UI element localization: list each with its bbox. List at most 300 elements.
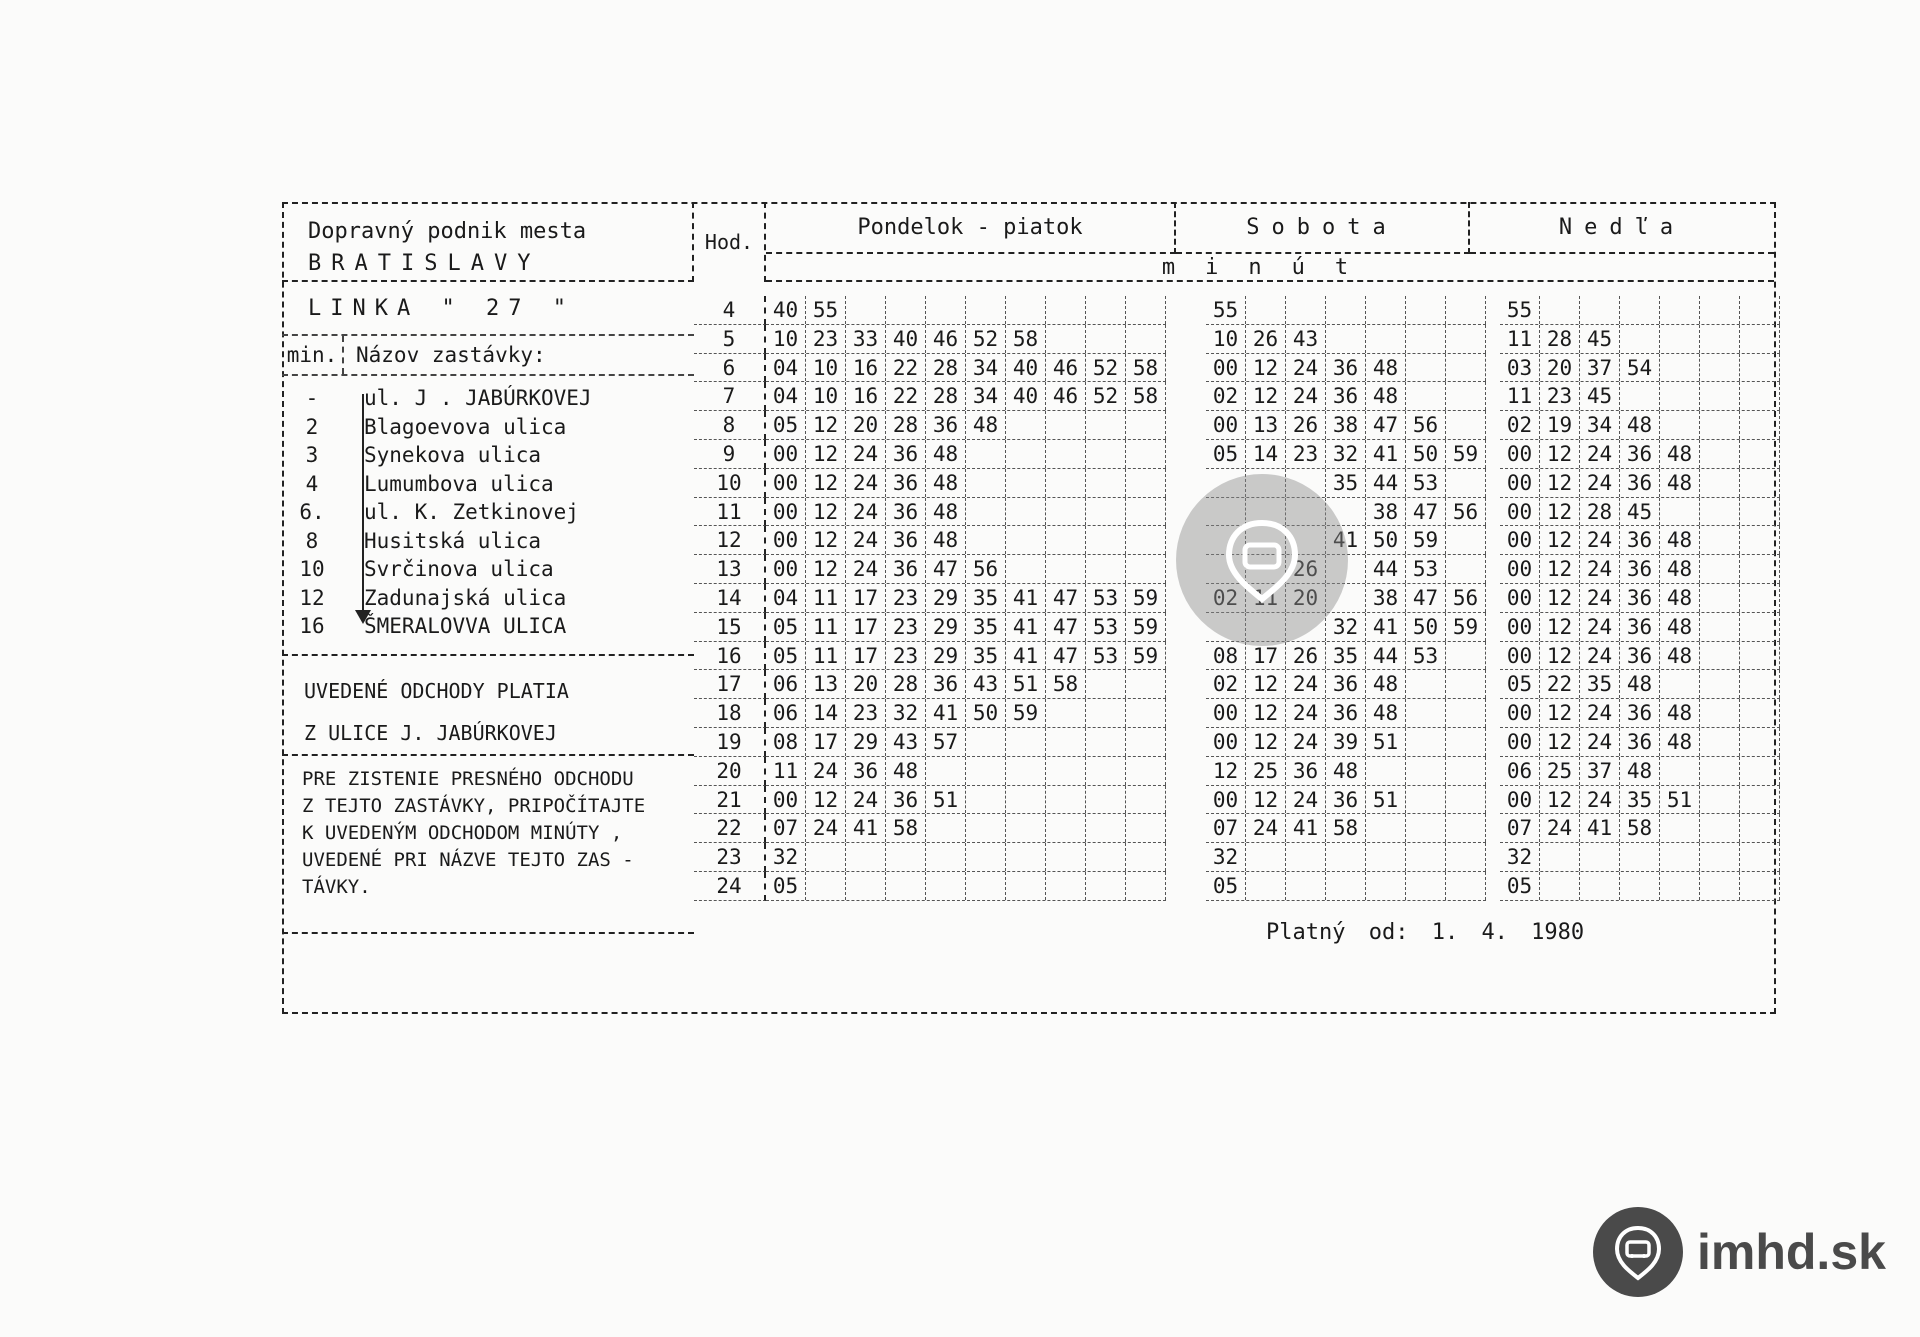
departure-minute <box>1086 843 1126 871</box>
departure-minute <box>1046 728 1086 756</box>
hour-cell: 4 <box>694 296 766 325</box>
departure-minute: 38 <box>1326 411 1366 439</box>
departure-minute: 12 <box>806 555 846 583</box>
departure-minute <box>1740 354 1780 382</box>
departure-minute: 12 <box>1540 728 1580 756</box>
departure-minute: 48 <box>1366 354 1406 382</box>
departure-minute: 32 <box>886 699 926 727</box>
departure-minute <box>926 296 966 324</box>
departure-minute: 00 <box>1206 411 1246 439</box>
departure-minute: 12 <box>1540 469 1580 497</box>
departure-minute <box>1446 469 1486 497</box>
departure-row <box>1500 584 1780 613</box>
departure-minute: 16 <box>846 354 886 382</box>
departure-minute: 00 <box>1500 584 1540 612</box>
departure-row <box>1206 642 1486 671</box>
departure-minute: 12 <box>806 498 846 526</box>
departure-minute <box>966 469 1006 497</box>
departure-minute <box>1446 382 1486 410</box>
hour-cell: 21 <box>694 786 766 815</box>
departure-minute <box>1446 325 1486 353</box>
departure-minute <box>1446 814 1486 842</box>
departure-minute: 51 <box>926 786 966 814</box>
departure-minute: 35 <box>966 584 1006 612</box>
departure-minute <box>1446 699 1486 727</box>
departure-row <box>1500 555 1780 584</box>
departure-minute: 48 <box>1620 670 1660 698</box>
departure-row <box>1500 411 1780 440</box>
departure-minute <box>1126 814 1166 842</box>
departure-minute: 36 <box>1620 584 1660 612</box>
departure-minute <box>1660 411 1700 439</box>
departure-minute <box>1086 526 1126 554</box>
departure-minute: 06 <box>766 670 806 698</box>
departure-minute: 57 <box>926 728 966 756</box>
departure-minute: 56 <box>1446 584 1486 612</box>
departure-minute: 32 <box>1206 843 1246 871</box>
departure-minute <box>1086 325 1126 353</box>
departure-minute: 32 <box>766 843 806 871</box>
instruction-line: TÁVKY. <box>302 876 371 898</box>
departure-minute <box>1446 786 1486 814</box>
departure-row <box>1500 642 1780 671</box>
departure-minute <box>1246 843 1286 871</box>
departure-minute: 02 <box>1206 584 1246 612</box>
departure-minute: 20 <box>1286 584 1326 612</box>
departure-row <box>1500 872 1780 901</box>
stop-name: Lumumbova ulica <box>364 471 554 496</box>
departure-minute: 48 <box>1660 728 1700 756</box>
operator-header <box>282 202 694 282</box>
weekday-header: Pondelok - piatok <box>766 202 1176 254</box>
departure-minute: 53 <box>1406 642 1446 670</box>
departure-minute <box>1620 382 1660 410</box>
departure-minute: 11 <box>766 757 806 785</box>
departure-minute: 23 <box>886 613 926 641</box>
departure-minute: 12 <box>806 469 846 497</box>
departure-minute: 32 <box>1326 440 1366 468</box>
departure-minute: 48 <box>1660 699 1700 727</box>
departure-minute <box>1700 843 1740 871</box>
stop-minutes: 16 <box>299 614 325 639</box>
departure-minute: 53 <box>1406 555 1446 583</box>
departure-minute <box>1046 814 1086 842</box>
departure-row <box>1206 728 1486 757</box>
departure-minute: 47 <box>1366 411 1406 439</box>
departure-minute: 43 <box>966 670 1006 698</box>
departure-minute: 24 <box>1580 584 1620 612</box>
departure-minute <box>926 843 966 871</box>
departure-minute: 04 <box>766 354 806 382</box>
imhd-logo[interactable] <box>1593 1207 1886 1297</box>
departure-minute <box>1700 382 1740 410</box>
departure-minute <box>1700 469 1740 497</box>
validity-date: 1. 4. 1980 <box>1431 920 1585 945</box>
departure-minute: 24 <box>846 786 886 814</box>
departure-minute <box>1740 814 1780 842</box>
departure-minute <box>1700 728 1740 756</box>
departure-minute <box>1126 555 1166 583</box>
departure-minute: 58 <box>1326 814 1366 842</box>
departure-minute: 24 <box>1286 382 1326 410</box>
departure-minute <box>1086 296 1126 324</box>
departure-minute: 04 <box>766 382 806 410</box>
departure-minute: 50 <box>1406 613 1446 641</box>
departure-minute: 05 <box>766 642 806 670</box>
departure-row <box>766 584 1166 613</box>
departure-minute <box>1366 814 1406 842</box>
departure-minute: 00 <box>766 526 806 554</box>
departure-minute: 12 <box>806 440 846 468</box>
departure-minute <box>846 843 886 871</box>
departure-minute: 24 <box>1580 613 1620 641</box>
stop-name: Synekova ulica <box>364 443 542 468</box>
departure-minute <box>1740 498 1780 526</box>
departure-minute <box>1006 469 1046 497</box>
departure-minute <box>1406 728 1446 756</box>
departure-minute <box>1700 498 1740 526</box>
departure-minute: 44 <box>1366 642 1406 670</box>
stop-name: ŠMERALOVVA ULICA <box>364 614 567 639</box>
departure-minute: 25 <box>1540 757 1580 785</box>
departure-minute <box>1580 872 1620 900</box>
direction-arrow-line <box>362 394 364 614</box>
departure-minute: 23 <box>846 699 886 727</box>
departure-row <box>1500 325 1780 354</box>
departure-minute: 33 <box>846 325 886 353</box>
departure-row <box>766 757 1166 786</box>
departure-minute: 58 <box>1006 325 1046 353</box>
departure-row <box>1206 440 1486 469</box>
departure-row <box>766 699 1166 728</box>
departure-minute: 12 <box>806 786 846 814</box>
departure-minute <box>1700 670 1740 698</box>
departure-minute <box>1700 296 1740 324</box>
hour-column-header: Hod. <box>694 202 766 282</box>
hour-cell: 7 <box>694 382 766 411</box>
stop-row <box>282 498 694 527</box>
departure-minute: 36 <box>886 555 926 583</box>
departure-minute: 40 <box>886 325 926 353</box>
hour-cell: 5 <box>694 325 766 354</box>
departure-minute <box>1046 325 1086 353</box>
departure-minute <box>1246 296 1286 324</box>
departure-minute: 41 <box>1326 526 1366 554</box>
departure-minute: 36 <box>886 786 926 814</box>
departure-minute <box>1660 872 1700 900</box>
departure-minute: 34 <box>966 354 1006 382</box>
departure-minute <box>1126 786 1166 814</box>
departure-minute: 40 <box>1006 382 1046 410</box>
departure-row <box>1500 382 1780 411</box>
departure-minute: 48 <box>1366 382 1406 410</box>
departure-minute: 05 <box>766 411 806 439</box>
departure-minute <box>1700 411 1740 439</box>
departure-minute <box>1406 872 1446 900</box>
departure-minute: 03 <box>1500 354 1540 382</box>
departure-minute: 22 <box>886 382 926 410</box>
departure-minute <box>1740 440 1780 468</box>
departure-minute <box>1246 872 1286 900</box>
departure-minute <box>966 296 1006 324</box>
departure-row <box>766 469 1166 498</box>
departure-minute: 00 <box>766 498 806 526</box>
departure-minute: 51 <box>1366 786 1406 814</box>
departure-minute: 37 <box>1580 354 1620 382</box>
departure-minute: 36 <box>886 498 926 526</box>
operator-city: BRATISLAVY <box>308 251 541 276</box>
departure-minute: 52 <box>1086 354 1126 382</box>
departure-minute: 00 <box>1500 555 1540 583</box>
departure-minute <box>1406 786 1446 814</box>
departure-row <box>1206 325 1486 354</box>
departure-minute <box>1406 814 1446 842</box>
departure-minute: 41 <box>1006 613 1046 641</box>
departure-minute: 59 <box>1446 613 1486 641</box>
departure-minute: 36 <box>1620 526 1660 554</box>
departure-minute: 20 <box>846 670 886 698</box>
stop-minutes: 10 <box>299 557 325 582</box>
stop-name: ul. K. Zetkinovej <box>364 500 579 525</box>
departure-row <box>766 498 1166 527</box>
departure-minute: 38 <box>1366 498 1406 526</box>
departure-minute <box>1580 843 1620 871</box>
departure-minute <box>966 526 1006 554</box>
departure-minute: 29 <box>846 728 886 756</box>
departure-minute: 24 <box>1246 814 1286 842</box>
departure-minute <box>1620 296 1660 324</box>
departure-minute <box>1286 872 1326 900</box>
departure-minute: 24 <box>1286 354 1326 382</box>
departure-minute <box>1700 325 1740 353</box>
departure-minute: 05 <box>1500 670 1540 698</box>
departure-minute <box>1086 728 1126 756</box>
departure-minute <box>1446 757 1486 785</box>
departure-row <box>766 411 1166 440</box>
departure-minute: 29 <box>926 642 966 670</box>
departure-minute <box>1126 411 1166 439</box>
departure-minute: 36 <box>926 670 966 698</box>
departure-minute: 56 <box>1406 411 1446 439</box>
departure-minute: 24 <box>1580 642 1620 670</box>
departure-minute <box>1660 354 1700 382</box>
departure-minute <box>1046 843 1086 871</box>
departure-minute: 11 <box>1246 584 1286 612</box>
departure-minute <box>1006 526 1046 554</box>
departure-minute: 41 <box>1366 440 1406 468</box>
departure-minute: 48 <box>1660 613 1700 641</box>
departure-minute: 12 <box>1540 613 1580 641</box>
departure-minute <box>1660 757 1700 785</box>
departure-minute: 59 <box>1126 584 1166 612</box>
departure-row <box>1206 872 1486 901</box>
departure-minute: 28 <box>926 382 966 410</box>
departure-row <box>766 296 1166 325</box>
departure-minute: 00 <box>1500 498 1540 526</box>
departure-minute <box>1740 382 1780 410</box>
departure-minute: 24 <box>1580 555 1620 583</box>
departure-minute <box>966 872 1006 900</box>
departure-minute: 12 <box>1540 526 1580 554</box>
departure-minute: 24 <box>1286 699 1326 727</box>
departure-minute: 28 <box>1580 498 1620 526</box>
departure-minute <box>1126 526 1166 554</box>
departure-minute <box>846 872 886 900</box>
departure-row <box>766 642 1166 671</box>
departure-minute: 17 <box>846 584 886 612</box>
operator-name: Dopravný podnik mesta <box>308 219 587 244</box>
departure-minute: 24 <box>1580 440 1620 468</box>
departure-minute: 47 <box>1406 584 1446 612</box>
departure-minute <box>1286 843 1326 871</box>
stop-row <box>282 441 694 470</box>
departure-minute: 06 <box>1500 757 1540 785</box>
departure-minute: 24 <box>806 814 846 842</box>
validity <box>1266 920 1584 945</box>
departure-minute: 12 <box>806 526 846 554</box>
departure-minute <box>1700 354 1740 382</box>
departure-row <box>1206 757 1486 786</box>
departure-minute: 39 <box>1326 728 1366 756</box>
departure-minute: 05 <box>766 613 806 641</box>
hour-cell: 22 <box>694 814 766 843</box>
departure-minute: 36 <box>846 757 886 785</box>
departure-minute: 43 <box>1286 325 1326 353</box>
departure-minute <box>1326 843 1366 871</box>
departure-minute <box>1126 296 1166 324</box>
departure-minute: 24 <box>1286 728 1326 756</box>
departure-minute <box>966 757 1006 785</box>
stop-name: Zadunajská ulica <box>364 585 567 610</box>
departure-row <box>766 382 1166 411</box>
departure-minute <box>1086 814 1126 842</box>
departure-minute: 56 <box>966 555 1006 583</box>
departure-minute: 05 <box>1206 872 1246 900</box>
stops-list <box>282 376 694 656</box>
departure-minute: 28 <box>886 670 926 698</box>
departure-minute: 12 <box>1206 757 1246 785</box>
departure-minute: 24 <box>1580 786 1620 814</box>
departure-minute: 36 <box>1286 757 1326 785</box>
departure-minute: 24 <box>806 757 846 785</box>
departure-row <box>1206 670 1486 699</box>
departure-minute <box>1086 440 1126 468</box>
departure-minute: 48 <box>1660 440 1700 468</box>
departure-row <box>1206 699 1486 728</box>
departure-minute: 26 <box>1286 642 1326 670</box>
departure-minute: 23 <box>886 584 926 612</box>
departure-minute: 24 <box>1286 670 1326 698</box>
departure-minute: 20 <box>1540 354 1580 382</box>
departure-minute: 58 <box>1126 382 1166 410</box>
departure-minute <box>1740 872 1780 900</box>
hour-cell: 11 <box>694 498 766 527</box>
stops-header <box>282 336 694 376</box>
stop-row <box>282 527 694 556</box>
departure-minute <box>1086 469 1126 497</box>
departure-minute: 35 <box>1620 786 1660 814</box>
departure-minute: 47 <box>1046 642 1086 670</box>
departure-minute: 48 <box>1660 469 1700 497</box>
departure-minute: 24 <box>1580 526 1620 554</box>
departure-minute: 36 <box>1620 440 1660 468</box>
departure-minute <box>1006 728 1046 756</box>
departure-row <box>1500 354 1780 383</box>
departure-minute: 20 <box>846 411 886 439</box>
line-number: LINKA " 27 " <box>282 282 694 336</box>
departure-minute: 11 <box>1500 382 1540 410</box>
hour-cell: 14 <box>694 584 766 613</box>
departure-minute: 51 <box>1366 728 1406 756</box>
departure-minute <box>1700 872 1740 900</box>
departure-row <box>766 526 1166 555</box>
departure-row <box>1206 354 1486 383</box>
departure-minute: 36 <box>1620 555 1660 583</box>
departure-minute: 46 <box>1046 354 1086 382</box>
departure-minute: 12 <box>806 411 846 439</box>
departure-minute <box>1046 757 1086 785</box>
departure-minute <box>1406 699 1446 727</box>
departure-row <box>1500 728 1780 757</box>
departure-minute: 35 <box>1580 670 1620 698</box>
departure-minute: 40 <box>766 296 806 324</box>
instruction-line: PRE ZISTENIE PRESNÉHO ODCHODU <box>302 768 634 790</box>
departure-minute: 12 <box>1540 440 1580 468</box>
departure-minute: 13 <box>806 670 846 698</box>
departure-row <box>1500 440 1780 469</box>
departure-minute <box>1700 613 1740 641</box>
departure-minute <box>1540 872 1580 900</box>
departure-minute <box>1046 498 1086 526</box>
hour-cell: 15 <box>694 613 766 642</box>
departure-minute: 00 <box>1500 469 1540 497</box>
departure-minute <box>1446 411 1486 439</box>
departure-minute: 29 <box>926 584 966 612</box>
departure-minute: 40 <box>1006 354 1046 382</box>
departure-minute: 07 <box>766 814 806 842</box>
departure-row <box>1500 526 1780 555</box>
departure-minute: 48 <box>1660 555 1700 583</box>
hour-cell: 16 <box>694 642 766 671</box>
departure-minute: 56 <box>1446 498 1486 526</box>
sunday-header: Nedľa <box>1470 202 1774 254</box>
departure-minute: 11 <box>1500 325 1540 353</box>
hour-cell: 24 <box>694 872 766 901</box>
departure-row <box>766 325 1166 354</box>
departure-minute: 00 <box>1206 786 1246 814</box>
hour-cell: 8 <box>694 411 766 440</box>
departure-minute: 36 <box>886 440 926 468</box>
departure-minute <box>1006 872 1046 900</box>
departure-minute: 00 <box>766 440 806 468</box>
departure-minute: 47 <box>1046 584 1086 612</box>
departure-minute: 59 <box>1406 526 1446 554</box>
departure-minute: 53 <box>1086 613 1126 641</box>
departure-minute <box>926 814 966 842</box>
departure-minute: 04 <box>766 584 806 612</box>
departure-minute <box>1446 872 1486 900</box>
departure-minute: 24 <box>846 555 886 583</box>
departure-minute: 47 <box>1406 498 1446 526</box>
departure-minute: 58 <box>1046 670 1086 698</box>
departure-row <box>1500 757 1780 786</box>
departure-minute: 36 <box>1620 642 1660 670</box>
departure-minute <box>1126 757 1166 785</box>
instruction-line: UVEDENÉ PRI NÁZVE TEJTO ZAS - <box>302 849 634 871</box>
hour-cell: 18 <box>694 699 766 728</box>
departure-minute <box>1286 296 1326 324</box>
departure-minute: 58 <box>1126 354 1166 382</box>
